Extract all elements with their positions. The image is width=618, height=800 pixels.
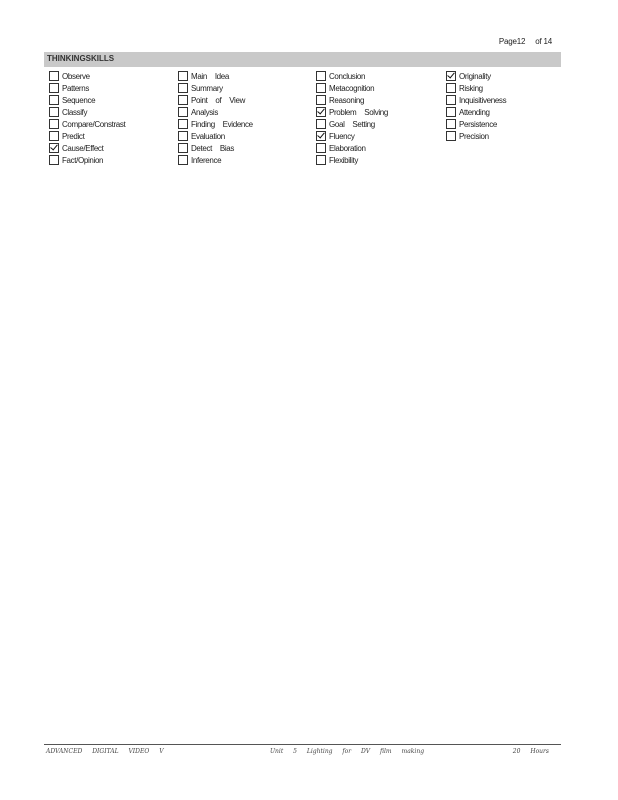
checklist-item-label: Evaluation [191,131,225,141]
checklist-item-label: Inquisitiveness [459,95,507,105]
checklist-item-label: Reasoning [329,95,365,105]
skills-column-3 [316,70,388,166]
checklist-item[interactable] [446,70,506,82]
footer-rule [44,744,561,745]
checklist-item[interactable] [178,118,253,130]
checklist-item[interactable] [178,70,253,82]
checklist-item-label: Risking [459,83,483,93]
checklist-item-label: Conclusion [329,71,366,81]
checklist-item-label: Goal Setting [329,119,375,129]
checkbox[interactable] [178,143,188,153]
page-total: of 14 [535,37,552,46]
checklist-item-label: Fluency [329,131,355,141]
checklist-item-label: Problem Solving [329,107,389,117]
skills-column-2 [178,70,253,166]
checklist-item-label: Attending [459,107,490,117]
thinking-skills-checklist [49,70,569,180]
checklist-item-label: Originality [459,71,491,81]
checklist-item-label: Persistence [459,119,497,129]
checkbox[interactable] [446,95,456,105]
checklist-item[interactable] [446,106,506,118]
checked-checkbox[interactable] [316,107,326,117]
checklist-item[interactable] [49,130,125,142]
checklist-item[interactable] [178,82,253,94]
checklist-item[interactable] [49,106,125,118]
checkbox[interactable] [178,155,188,165]
section-header [44,52,561,67]
checklist-item[interactable] [178,154,253,166]
checkbox[interactable] [178,131,188,141]
skills-column-1 [49,70,125,166]
checklist-item[interactable] [316,142,388,154]
checked-checkbox[interactable] [316,131,326,141]
checkbox[interactable] [178,95,188,105]
checklist-item-label: Inference [191,155,222,165]
page-label: Page12 [498,37,526,46]
checkbox[interactable] [316,143,326,153]
footer-hours: 20 Hours [512,748,549,755]
checklist-item[interactable] [316,154,388,166]
checklist-item-label: Point of View [191,95,245,105]
checkbox[interactable] [316,83,326,93]
checklist-item[interactable] [446,82,506,94]
checkbox[interactable] [316,155,326,165]
footer [44,748,549,760]
checklist-item-label: Fact/Opinion [62,155,104,165]
checkbox[interactable] [49,119,59,129]
checklist-item[interactable] [178,130,253,142]
checkbox[interactable] [316,95,326,105]
checkbox[interactable] [178,71,188,81]
checklist-item-label: Observe [62,71,90,81]
checkbox[interactable] [446,131,456,141]
checklist-item[interactable] [316,82,388,94]
checklist-item[interactable] [49,142,125,154]
checklist-item[interactable] [316,94,388,106]
checked-checkbox[interactable] [446,71,456,81]
checklist-item[interactable] [446,118,506,130]
page-number [499,37,552,46]
checklist-item-label: Analysis [191,107,218,117]
checkbox[interactable] [446,83,456,93]
footer-course: ADVANCED DIGITAL VIDEO V [46,748,164,755]
checkbox[interactable] [178,83,188,93]
checkbox[interactable] [178,107,188,117]
checklist-item[interactable] [178,94,253,106]
checklist-item-label: Finding Evidence [191,119,253,129]
checklist-item[interactable] [316,130,388,142]
checklist-item[interactable] [316,70,388,82]
checkbox[interactable] [49,83,59,93]
checkbox[interactable] [446,107,456,117]
checklist-item-label: Classify [62,107,88,117]
checklist-item[interactable] [178,142,253,154]
checklist-item-label: Detect Bias [191,143,235,153]
checkbox[interactable] [316,71,326,81]
checklist-item[interactable] [49,82,125,94]
checklist-item-label: Patterns [62,83,89,93]
checkbox[interactable] [49,131,59,141]
checklist-item[interactable] [49,70,125,82]
checklist-item[interactable] [446,94,506,106]
skills-column-4 [446,70,506,142]
checked-checkbox[interactable] [49,143,59,153]
checklist-item[interactable] [316,106,388,118]
checklist-item-label: Metacognition [329,83,375,93]
checklist-item-label: Cause/Effect [62,143,104,153]
checklist-item[interactable] [49,94,125,106]
checklist-item-label: Flexibility [329,155,359,165]
checklist-item-label: Sequence [62,95,96,105]
checklist-item-label: Precision [459,131,489,141]
checklist-item[interactable] [316,118,388,130]
checklist-item[interactable] [49,118,125,130]
checklist-item-label: Main Idea [191,71,229,81]
checklist-item-label: Elaboration [329,143,366,153]
checklist-item[interactable] [446,130,506,142]
checkbox[interactable] [446,119,456,129]
checklist-item-label: Compare/Constrast [62,119,126,129]
checklist-item-label: Summary [191,83,223,93]
checklist-item[interactable] [49,154,125,166]
checklist-item[interactable] [178,106,253,118]
checklist-item-label: Predict [62,131,85,141]
checkbox[interactable] [316,119,326,129]
section-title: THINKINGSKILLS [47,54,115,63]
checkbox[interactable] [49,155,59,165]
footer-unit: Unit 5 Lighting for DV film making [270,748,425,755]
checkbox[interactable] [49,95,59,105]
checkbox[interactable] [178,119,188,129]
checkbox[interactable] [49,71,59,81]
checkbox[interactable] [49,107,59,117]
